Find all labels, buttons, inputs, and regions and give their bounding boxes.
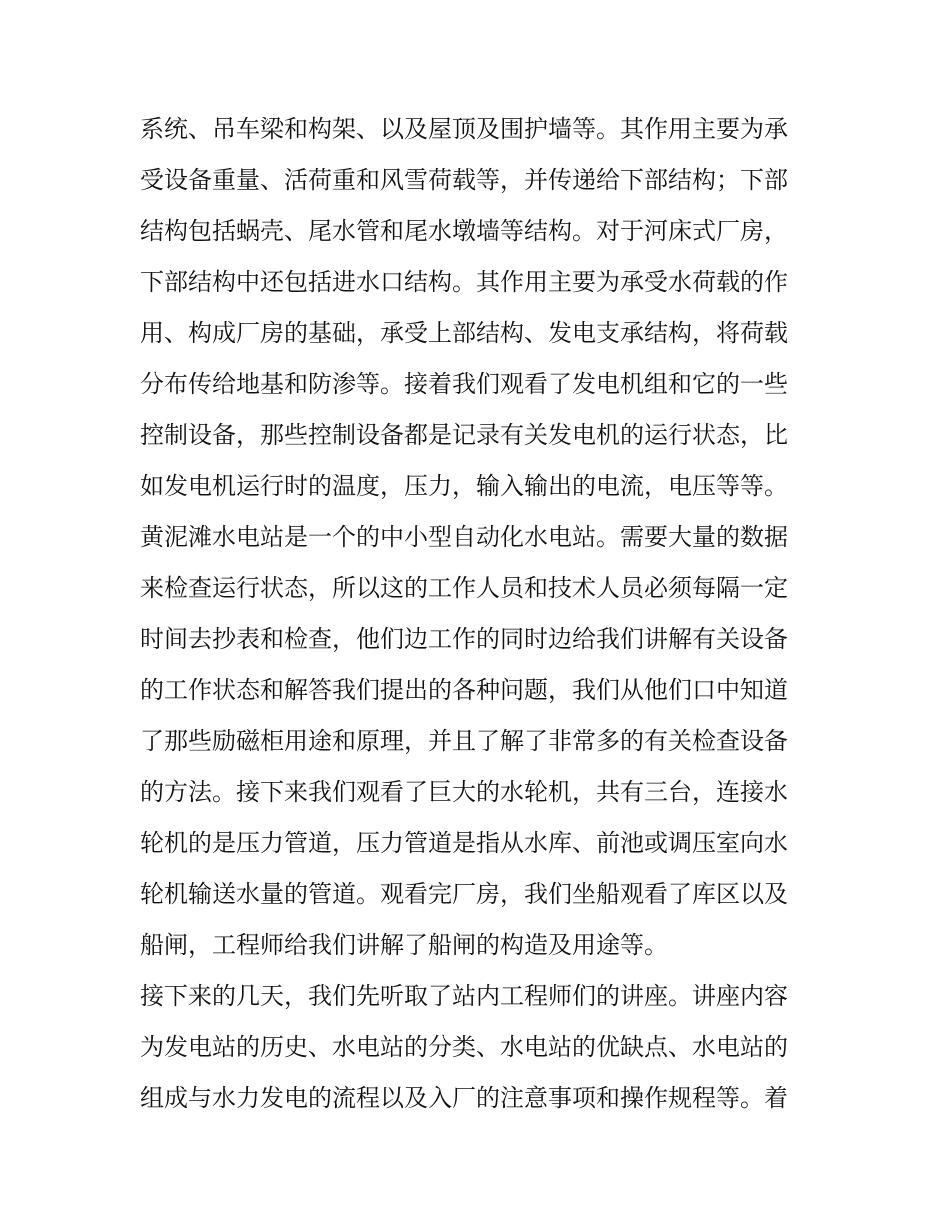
text-line: 接下来的几天，我们先听取了站内工程师们的讲座。讲座内容 xyxy=(140,982,788,1010)
text-line: 系统、吊车梁和构架、以及屋顶及围护墙等。其作用主要为承 xyxy=(140,115,788,143)
text-line: 下部结构中还包括进水口结构。其作用主要为承受水荷载的作 xyxy=(140,268,788,296)
body-text xyxy=(140,104,820,1124)
text-line: 受设备重量、活荷重和风雪荷载等，并传递给下部结构；下部 xyxy=(140,166,788,194)
text-line: 黄泥滩水电站是一个的中小型自动化水电站。需要大量的数据 xyxy=(140,523,788,551)
text-line: 结构包括蜗壳、尾水管和尾水墩墙等结构。对于河床式厂房， xyxy=(140,217,788,245)
text-line: 控制设备，那些控制设备都是记录有关发电机的运行状态，比 xyxy=(140,421,788,449)
text-line: 轮机输送水量的管道。观看完厂房，我们坐船观看了库区以及 xyxy=(140,880,788,908)
text-line: 时间去抄表和检查，他们边工作的同时边给我们讲解有关设备 xyxy=(140,625,788,653)
text-line: 的工作状态和解答我们提出的各种问题，我们从他们口中知道 xyxy=(140,676,788,704)
text-line: 了那些励磁柜用途和原理，并且了解了非常多的有关检查设备 xyxy=(140,727,788,755)
text-line: 如发电机运行时的温度，压力，输入输出的电流，电压等等。 xyxy=(140,472,788,500)
text-line: 分布传给地基和防渗等。接着我们观看了发电机组和它的一些 xyxy=(140,370,788,398)
text-line: 用、构成厂房的基础，承受上部结构、发电支承结构，将荷载 xyxy=(140,319,788,347)
text-line: 船闸，工程师给我们讲解了船闸的构造及用途等。 xyxy=(140,931,668,959)
text-line: 轮机的是压力管道，压力管道是指从水库、前池或调压室向水 xyxy=(140,829,788,857)
text-line: 组成与水力发电的流程以及入厂的注意事项和操作规程等。着 xyxy=(140,1084,788,1112)
text-line: 的方法。接下来我们观看了巨大的水轮机，共有三台，连接水 xyxy=(140,778,788,806)
text-line: 来检查运行状态，所以这的工作人员和技术人员必须每隔一定 xyxy=(140,574,788,602)
text-line: 为发电站的历史、水电站的分类、水电站的优缺点、水电站的 xyxy=(140,1033,788,1061)
